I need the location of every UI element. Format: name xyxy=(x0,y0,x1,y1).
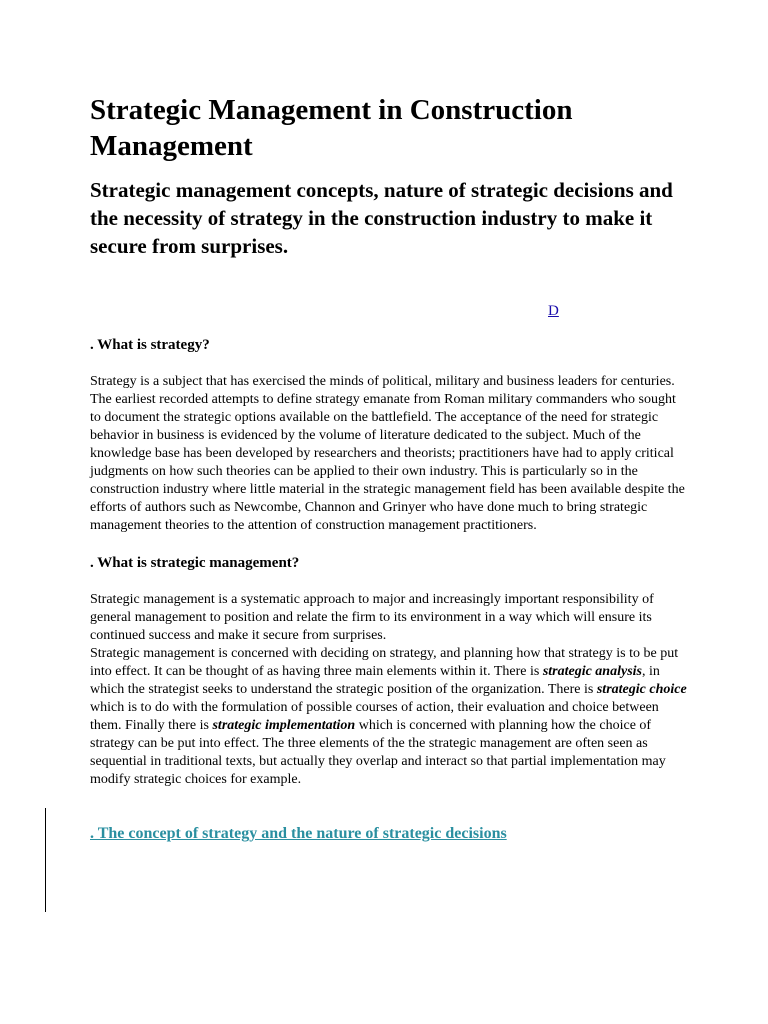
section-heading-what-is-strategy: . What is strategy? xyxy=(90,337,210,353)
emphasis-strategic-choice: strategic choice xyxy=(596,682,687,697)
emphasis-strategic-implementation: strategic implementation xyxy=(212,718,356,733)
paragraph-text: which is concerned with planning how the choice of strategy can be put into effect. The three elements of the the strategic management are often seen as sequential in traditional texts, but actually they overlap and interact so that partial implementation may modify strategic choices for example. xyxy=(90,718,666,787)
section-heading-strategic-management: . What is strategic management? xyxy=(90,555,300,571)
section-paragraph-strategic-management-1: Strategic management is a systematic approach to major and increasingly important responsibility of general management to position and relate the firm to its environment in a way which will ensure its continued success and make it secure from surprises. xyxy=(90,592,654,643)
paragraph-text: Strategic management is concerned with deciding on strategy, and planning how that strategy is to be put into effect. It can be thought of as having three main elements within it. There is xyxy=(90,646,679,679)
section-paragraph-strategic-management-2 xyxy=(90,645,690,789)
paragraph-text: which is to do with the formulation of possible courses of action, their evaluation and choice between them. Finally there is xyxy=(90,700,659,733)
emphasis-strategic-analysis: strategic analysis xyxy=(542,664,642,679)
document-page xyxy=(90,92,690,843)
page-subtitle: Strategic management concepts, nature of strategic decisions and the necessity of strategy in the construction industry to make it secure from surprises. xyxy=(90,178,673,258)
section-link-concept-of-strategy[interactable]: . The concept of strategy and the nature of strategic decisions xyxy=(90,825,507,842)
paragraph-text: , in which the strategist seeks to understand the strategic position of the organization. There is xyxy=(90,664,660,697)
section-paragraph-strategy: Strategy is a subject that has exercised the minds of political, military and business leaders for centuries. The earliest recorded attempts to define strategy emanate from Roman military commanders who sought to document the strategic options available on the battlefield. The acceptance of the need for strategic behavior in business is evidenced by the volume of literature dedicated to the subject. Much of the knowledge base has been developed by researchers and theorists; practitioners have had to apply critical judgments on how such theories can be applied to their own industry. This is particularly so in the construction industry where little material in the strategic management field has been available despite the efforts of authors such as Newcombe, Channon and Grinyer who have done much to bring strategic management theories to the attention of construction management practitioners. xyxy=(90,374,685,533)
page-title: Strategic Management in Construction Management xyxy=(90,94,573,162)
link-row xyxy=(90,303,690,323)
d-link[interactable]: D xyxy=(548,303,559,319)
margin-rule xyxy=(45,808,46,912)
